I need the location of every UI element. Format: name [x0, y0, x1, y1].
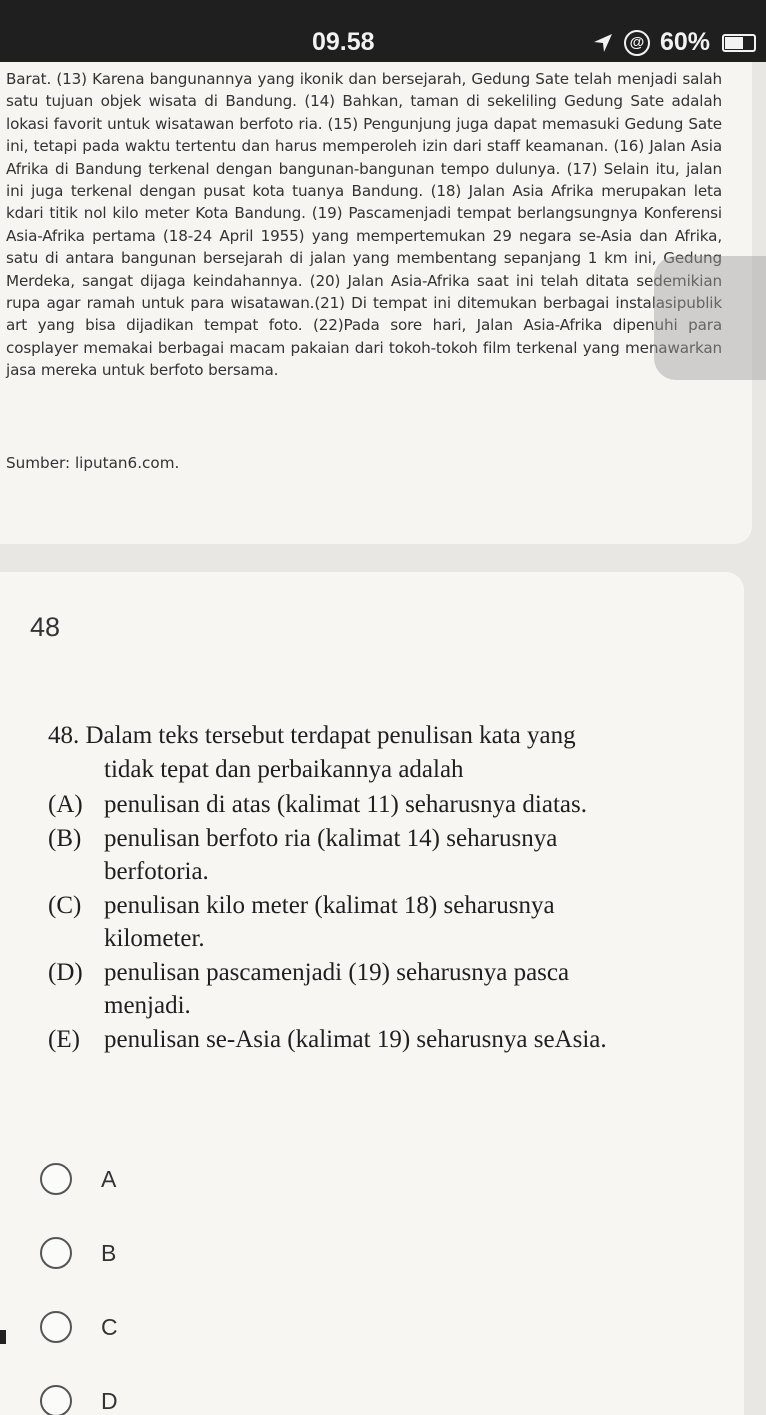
option-d	[48, 956, 628, 1023]
option-text: penulisan di atas (kalimat 11) seharusnya diatas.	[104, 791, 587, 818]
option-b	[48, 822, 628, 889]
option-text: penulisan se-Asia (kalimat 19) seharusnya seAsia.	[104, 1025, 607, 1053]
option-list	[48, 788, 628, 1056]
answer-choice-label[interactable]: C	[101, 1313, 118, 1340]
answer-choice-label[interactable]: D	[101, 1387, 118, 1414]
passage-card	[0, 62, 752, 544]
option-text: penulisan pascamenjadi (19) seharusnya pasca menjadi.	[104, 958, 570, 1019]
radio-button[interactable]	[40, 1385, 72, 1415]
at-sign-icon: @	[624, 30, 650, 56]
battery-percent: 60%	[659, 28, 710, 56]
status-time: 09.58	[312, 28, 375, 56]
question-stem	[48, 719, 628, 786]
passage-text: Barat. (13) Karena bangunannya yang ikonik dan bersejarah, Gedung Sate telah menjadi salah satu tujuan objek wisata di Bandung. (14) Bahkan, taman di sekeliling Gedung Sate adalah lokasi favorit untuk wisatawan berfoto ria. (15) Pengunjung juga dapat memasuki Gedung Sate ini, tetapi pada waktu tertentu dan harus memperoleh izin dari staff keamanan. (16) Jalan Asia Afrika di Bandung terkenal dengan bangunan-bangunan tempo dulunya. (17) Selain itu, jalan ini juga terkenal dengan pusat kota tuanya Bandung. (18) Jalan Asia Afrika merupakan leta kdari titik nol kilo meter Kota Bandung. (19) Pascamenjadi tempat berlangsungnya Konferensi Asia-Afrika pertama (18-24 April 1955) yang mempertemukan 29 negara se-Asia dan Afrika, satu di antara bangunan bersejarah di jalan yang membentang sepanjang 1 km ini, Gedung Merdeka, sangat dijaga keindahannya. (20) Jalan Asia-Afrika saat ini telah ditata sedemikian rupa agar ramah untuk para wisatawan.(21) Di tempat ini ditemukan berbagai instalasipublik art yang bisa dijadikan tempat foto. (22)Pada sore hari, Jalan Asia-Afrika dipenuhi para cosplayer memakai berbagai macam pakaian dari tokoh-tokoh film terkenal yang menawarkan jasa mereka untuk berfoto bersama.	[6, 70, 722, 380]
answer-choice-d[interactable]	[40, 1364, 118, 1415]
edge-marker	[0, 1330, 6, 1344]
option-text: penulisan kilo meter (kalimat 18) seharusnya kilometer.	[104, 891, 555, 952]
option-text: penulisan berfoto ria (kalimat 14) seharusnya berfotoria.	[104, 824, 558, 885]
question-card	[0, 572, 744, 1415]
question-number: 48	[30, 612, 61, 642]
answer-choice-label[interactable]: A	[101, 1165, 117, 1192]
answer-choice-label[interactable]: B	[101, 1239, 117, 1266]
answer-choice-b[interactable]	[40, 1216, 118, 1290]
radio-button[interactable]	[40, 1237, 72, 1269]
option-label: (E)	[48, 1025, 80, 1053]
floating-scroll-handle[interactable]	[654, 256, 766, 380]
option-a	[48, 788, 628, 822]
passage-source: Sumber: liputan6.com.	[6, 454, 180, 472]
option-label: (B)	[48, 824, 82, 852]
option-label: (A)	[48, 791, 83, 818]
radio-button[interactable]	[40, 1311, 72, 1343]
status-icons	[592, 28, 756, 57]
option-c	[48, 889, 628, 956]
radio-button[interactable]	[40, 1163, 72, 1195]
option-label: (C)	[48, 891, 82, 919]
answer-choices	[40, 1142, 118, 1415]
status-bar	[0, 0, 766, 62]
answer-choice-c[interactable]	[40, 1290, 118, 1364]
option-e	[48, 1023, 628, 1057]
navigation-arrow-icon	[592, 32, 614, 54]
question-prefix: 48.	[48, 722, 80, 749]
answer-choice-a[interactable]	[40, 1142, 118, 1216]
option-label: (D)	[48, 958, 83, 986]
question-block	[48, 719, 628, 1056]
battery-icon	[722, 34, 756, 52]
question-stem-text: Dalam teks tersebut terdapat penulisan kata yang tidak tepat dan perbaikannya adalah	[85, 722, 576, 783]
